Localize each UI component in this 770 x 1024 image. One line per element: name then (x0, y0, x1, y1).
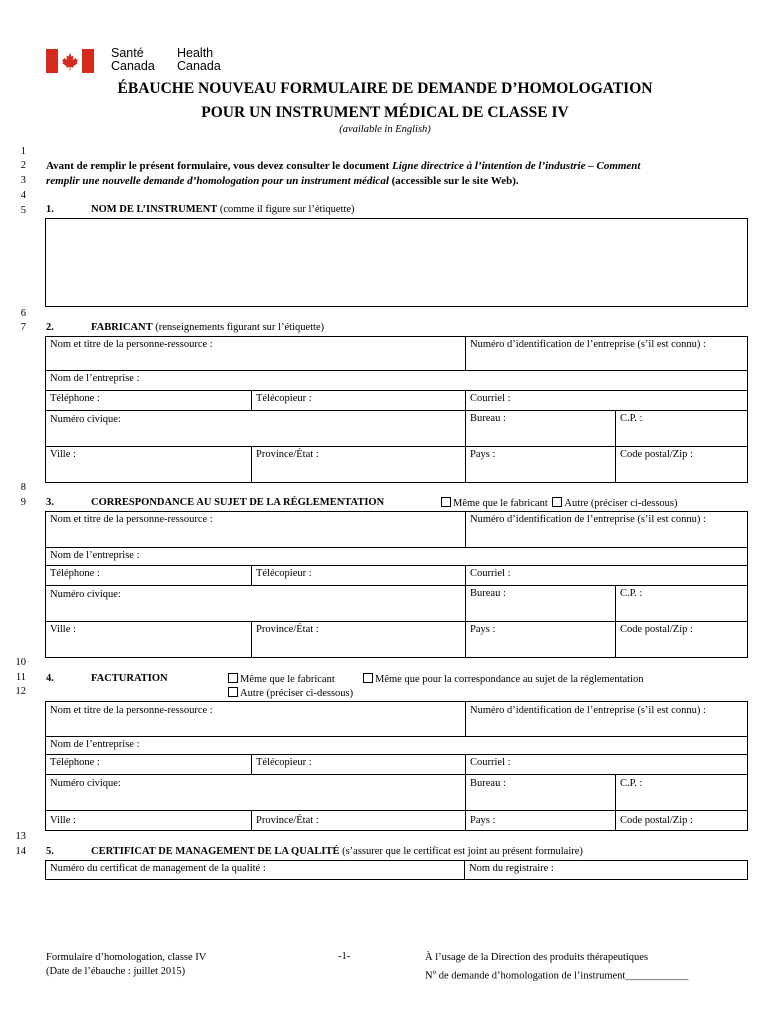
field-label: Courriel : (470, 393, 511, 404)
fax-field[interactable] (251, 565, 466, 586)
field-label: Province/État : (256, 624, 319, 635)
contact-name-field[interactable] (45, 336, 466, 371)
line-number: 3 (20, 175, 26, 186)
company-name-field[interactable] (45, 736, 748, 755)
department-name-fr (111, 47, 155, 73)
section3-heading (46, 497, 385, 508)
po-box-field[interactable] (615, 410, 748, 447)
line-number: 2 (20, 160, 26, 171)
company-id-field[interactable] (465, 701, 748, 737)
section4-option2 (363, 673, 644, 685)
field-label: Nom et titre de la personne-ressource : (50, 514, 213, 525)
city-field[interactable] (45, 446, 252, 483)
field-label: Nom et titre de la personne-ressource : (50, 705, 213, 716)
field-label: Bureau : (470, 588, 506, 599)
field-label: Bureau : (470, 413, 506, 424)
section4-option1 (228, 673, 335, 685)
field-label: Numéro civique: (50, 414, 121, 425)
fax-field[interactable] (251, 390, 466, 411)
section4-title: FACTURATION (91, 673, 168, 684)
form-title-line1: ÉBAUCHE NOUVEAU FORMULAIRE DE DEMANDE D’HOMOLOGATION (117, 80, 653, 97)
intro-text: Avant de remplir le présent formulaire, vous devez consulter le document (46, 160, 393, 172)
form-subtitle: (available in English) (339, 124, 431, 135)
company-id-field[interactable] (465, 511, 748, 548)
field-label: Province/État : (256, 815, 319, 826)
phone-field[interactable] (45, 754, 252, 775)
line-number: 8 (20, 482, 26, 493)
guideline-title: Ligne directrice à l’intention de l’industrie – Comment (392, 160, 641, 172)
intro-text-end: (accessible sur le site Web). (388, 175, 519, 187)
section3-title: CORRESPONDANCE AU SUJET DE LA RÉGLEMENTATION (91, 497, 385, 508)
country-field[interactable] (465, 446, 616, 483)
street-number-field[interactable] (45, 585, 466, 622)
field-label: Numéro d’identification de l’entreprise (s’il est connu) : (470, 514, 706, 525)
section4-heading (46, 673, 168, 684)
province-field[interactable] (251, 446, 466, 483)
department-name-en (177, 47, 221, 73)
option-label: Autre (préciser ci-dessous) (240, 688, 354, 699)
field-label: Code postal/Zip : (620, 449, 693, 460)
city-field[interactable] (45, 810, 252, 831)
field-label: Nom de l’entreprise : (50, 550, 140, 561)
city-field[interactable] (45, 621, 252, 658)
company-name-field[interactable] (45, 547, 748, 566)
section-number: 5. (46, 846, 54, 857)
po-box-field[interactable] (615, 585, 748, 622)
field-label: Ville : (50, 815, 76, 826)
po-box-field[interactable] (615, 774, 748, 811)
device-name-field[interactable] (45, 218, 748, 307)
field-label: Pays : (470, 449, 496, 460)
office-field[interactable] (465, 774, 616, 811)
gov-fr-line2: Canada (111, 59, 155, 73)
field-label: Numéro d’identification de l’entreprise (s’il est connu) : (470, 339, 706, 350)
postal-code-field[interactable] (615, 621, 748, 658)
section-number: 4. (46, 673, 54, 684)
footer-draft-date: (Date de l’ébauche : juillet 2015) (46, 966, 186, 977)
line-number: 1 (20, 146, 26, 157)
field-label: Ville : (50, 624, 76, 635)
section1-heading (46, 204, 355, 215)
field-label: Bureau : (470, 778, 506, 789)
fax-field[interactable] (251, 754, 466, 775)
section1-note: (comme il figure sur l’étiquette) (217, 204, 355, 215)
field-label: Code postal/Zip : (620, 624, 693, 635)
section2-heading (46, 322, 325, 333)
field-label: Téléphone : (50, 393, 100, 404)
same-as-manufacturer-checkbox[interactable] (228, 673, 238, 683)
section2-note: (renseignements figurant sur l’étiquette) (152, 322, 325, 333)
section-number: 2. (46, 322, 54, 333)
field-label: Courriel : (470, 568, 511, 579)
section2-title: FABRICANT (renseignements figurant sur l’étiquette) (91, 322, 325, 333)
field-label: Nom de l’entreprise : (50, 739, 140, 750)
street-number-field[interactable] (45, 410, 466, 447)
street-number-field[interactable] (45, 774, 466, 811)
field-label: Télécopieur : (256, 568, 312, 579)
other-checkbox[interactable] (552, 497, 562, 507)
section-number: 1. (46, 204, 54, 215)
postal-code-field[interactable] (615, 446, 748, 483)
field-label: C.P. : (620, 588, 643, 599)
field-label: Nom et titre de la personne-ressource : (50, 339, 213, 350)
section5-note: (s’assurer que le certificat est joint au présent formulaire) (339, 846, 583, 857)
footer-form-name: Formulaire d’homologation, classe IV (46, 952, 207, 963)
contact-name-field[interactable] (45, 701, 466, 737)
section5-title: CERTIFICAT DE MANAGEMENT DE LA QUALITÉ (s’assurer que le certificat est joint au présent formulaire) (91, 846, 583, 857)
section5-heading (46, 846, 583, 857)
option-label: Même que pour la correspondance au sujet de la réglementation (375, 674, 644, 685)
section-number: 3. (46, 497, 54, 508)
field-label: Pays : (470, 815, 496, 826)
footer-office-use (425, 951, 688, 984)
field-label: Numéro du certificat de management de la qualité : (50, 863, 266, 874)
field-label: Ville : (50, 449, 76, 460)
field-label: Téléphone : (50, 757, 100, 768)
footer-directorate: À l’usage de la Direction des produits thérapeutiques (425, 952, 649, 963)
same-as-correspondence-checkbox[interactable] (363, 673, 373, 683)
page-number: -1- (338, 951, 351, 962)
field-label: Numéro civique: (50, 778, 121, 789)
line-number: 13 (15, 831, 26, 842)
field-label: Numéro civique: (50, 589, 121, 600)
email-field[interactable] (465, 754, 748, 775)
email-field[interactable] (465, 565, 748, 586)
gov-en-line1: Health (177, 46, 214, 60)
field-label: C.P. : (620, 413, 643, 424)
line-number: 9 (20, 497, 26, 508)
field-label: Nom du registraire : (469, 863, 554, 874)
line-number: 14 (15, 846, 26, 857)
province-field[interactable] (251, 810, 466, 831)
form-title-line2: POUR UN INSTRUMENT MÉDICAL DE CLASSE IV (201, 104, 569, 121)
canada-flag-icon (46, 49, 94, 73)
footer-form-info (46, 951, 206, 979)
province-field[interactable] (251, 621, 466, 658)
registrar-name-field[interactable] (464, 860, 748, 880)
intro-line2 (46, 175, 519, 187)
office-field[interactable] (465, 585, 616, 622)
company-id-field[interactable] (465, 336, 748, 371)
field-label: Numéro d’identification de l’entreprise (s’il est connu) : (470, 705, 706, 716)
option-label: Même que le fabricant (453, 498, 548, 509)
line-number: 4 (20, 190, 26, 201)
field-label: Courriel : (470, 757, 511, 768)
gov-fr-line1: Santé (111, 46, 144, 60)
other-checkbox[interactable] (228, 687, 238, 697)
field-label: Téléphone : (50, 568, 100, 579)
field-label: C.P. : (620, 778, 643, 789)
email-field[interactable] (465, 390, 748, 411)
field-label: Télécopieur : (256, 757, 312, 768)
section1-title: NOM DE L’INSTRUMENT (comme il figure sur l’étiquette) (91, 204, 355, 215)
section3-options (441, 497, 678, 509)
field-label: Pays : (470, 624, 496, 635)
phone-field[interactable] (45, 565, 252, 586)
option-label: Autre (préciser ci-dessous) (564, 498, 678, 509)
company-name-field[interactable] (45, 370, 748, 391)
line-number: 11 (15, 672, 26, 683)
country-field[interactable] (465, 621, 616, 658)
line-number: 5 (20, 205, 26, 216)
qms-certificate-number-field[interactable] (45, 860, 465, 880)
contact-name-field[interactable] (45, 511, 466, 548)
line-number: 12 (15, 686, 26, 697)
option-label: Même que le fabricant (240, 674, 335, 685)
section4-option3 (228, 687, 353, 699)
field-label: Code postal/Zip : (620, 815, 693, 826)
phone-field[interactable] (45, 390, 252, 411)
field-label: Nom de l’entreprise : (50, 373, 140, 384)
office-field[interactable] (465, 410, 616, 447)
footer-application-number: $N^o$ de demande d’homologation de l’instrument____________ (425, 968, 689, 982)
intro-line1 (46, 160, 640, 172)
application-number-blank[interactable]: ____________ (625, 970, 689, 982)
guideline-title-cont: remplir une nouvelle demande d’homologation pour un instrument médical (46, 175, 389, 187)
line-number: 6 (20, 308, 26, 319)
same-as-manufacturer-checkbox[interactable] (441, 497, 451, 507)
line-number: 7 (20, 322, 26, 333)
line-number: 10 (15, 657, 26, 668)
field-label: Province/État : (256, 449, 319, 460)
field-label: Télécopieur : (256, 393, 312, 404)
postal-code-field[interactable] (615, 810, 748, 831)
gov-en-line2: Canada (177, 59, 221, 73)
country-field[interactable] (465, 810, 616, 831)
